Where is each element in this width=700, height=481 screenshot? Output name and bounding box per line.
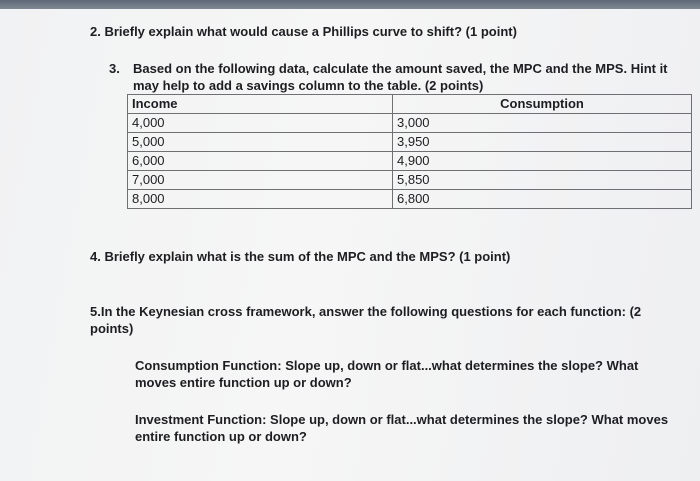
question-3-number: 3. <box>109 61 120 76</box>
question-3-line-1: Based on the following data, calculate the amount saved, the MPC and the MPS. Hint it <box>133 61 668 76</box>
table-row <box>128 133 692 152</box>
table-row <box>128 190 692 209</box>
question-4: 4. Briefly explain what is the sum of the MPC and the MPS? (1 point) <box>90 249 511 264</box>
table-cell-consumption: 5,850 <box>393 171 692 190</box>
question-2: 2. Briefly explain what would cause a Phillips curve to shift? (1 point) <box>90 24 517 39</box>
table-header-row <box>128 95 692 114</box>
table-header-consumption: Consumption <box>393 95 692 114</box>
question-5-line-2: points) <box>90 321 134 336</box>
investment-function-line-2: entire function up or down? <box>135 429 307 444</box>
question-3-line-2: may help to add a savings column to the table. (2 points) <box>133 78 484 93</box>
question-5-line-1: 5.In the Keynesian cross framework, answer the following questions for each function: (2 <box>90 304 642 319</box>
income-consumption-table <box>127 94 692 209</box>
table-cell-consumption: 3,950 <box>393 133 692 152</box>
table-cell-income: 4,000 <box>128 114 393 133</box>
table-row <box>128 152 692 171</box>
consumption-function-line-1: Consumption Function: Slope up, down or flat...what determines the slope? What <box>135 358 639 373</box>
table-cell-consumption: 3,000 <box>393 114 692 133</box>
table-cell-consumption: 6,800 <box>393 190 692 209</box>
table-row <box>128 114 692 133</box>
table-cell-income: 8,000 <box>128 190 393 209</box>
table-row <box>128 171 692 190</box>
table-cell-consumption: 4,900 <box>393 152 692 171</box>
table-header-income: Income <box>128 95 393 114</box>
investment-function-line-1: Investment Function: Slope up, down or flat...what determines the slope? What moves <box>135 412 669 427</box>
consumption-function-line-2: moves entire function up or down? <box>135 375 352 390</box>
table-cell-income: 7,000 <box>128 171 393 190</box>
table-cell-income: 6,000 <box>128 152 393 171</box>
table-cell-income: 5,000 <box>128 133 393 152</box>
